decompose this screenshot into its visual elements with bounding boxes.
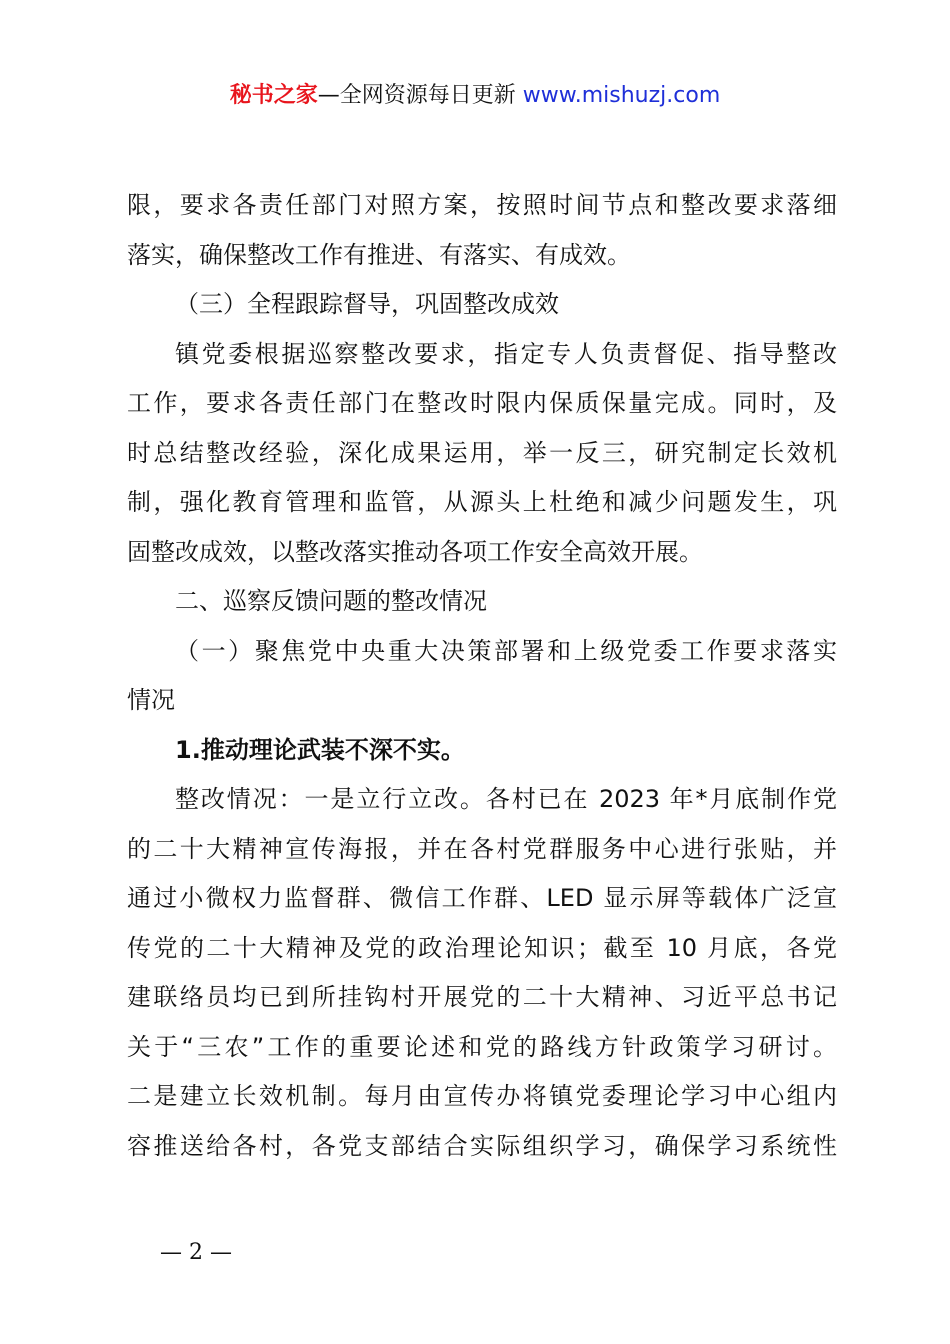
body-line: 二是建立长效机制。每月由宣传办将镇党委理论学习中心组内 xyxy=(127,1082,837,1110)
section-heading: （三）全程跟踪督导，巩固整改成效 xyxy=(175,290,559,318)
section-heading: 二、巡察反馈问题的整改情况 xyxy=(175,587,487,615)
body-line: 传党的二十大精神及党的政治理论知识；截至 10 月底，各党 xyxy=(127,933,837,962)
body-line: 制，强化教育管理和监管，从源头上杜绝和减少问题发生，巩 xyxy=(127,488,837,516)
body-line: 固整改成效，以整改落实推动各项工作安全高效开展。 xyxy=(127,537,703,566)
page-number: — 2 — xyxy=(160,1240,232,1265)
site-tagline: —全网资源每日更新 xyxy=(317,83,516,108)
body-line: 整改情况：一是立行立改。各村已在 2023 年*月底制作党 xyxy=(175,785,837,813)
section-heading: （一）聚焦党中央重大决策部署和上级党委工作要求落实 xyxy=(175,636,837,665)
body-line: 工作，要求各责任部门在整改时限内保质保量完成。同时，及 xyxy=(127,389,837,417)
site-header xyxy=(0,80,950,112)
section-heading: 情况 xyxy=(127,686,175,714)
body-line: 通过小微权力监督群、微信工作群、LED 显示屏等载体广泛宣 xyxy=(127,884,837,912)
body-line: 限，要求各责任部门对照方案，按照时间节点和整改要求落细 xyxy=(127,191,837,219)
document-body xyxy=(127,181,837,1171)
body-line: 落实，确保整改工作有推进、有落实、有成效。 xyxy=(127,240,631,269)
body-line: 的二十大精神宣传海报，并在各村党群服务中心进行张贴，并 xyxy=(127,834,837,863)
site-brand: 秘书之家 xyxy=(229,83,318,108)
site-url[interactable]: www.mishuzj.com xyxy=(522,83,721,108)
body-line: 镇党委根据巡察整改要求，指定专人负责督促、指导整改 xyxy=(175,339,837,368)
body-line: 关于“三农”工作的重要论述和党的路线方针政策学习研讨。 xyxy=(127,1032,837,1061)
body-line: 容推送给各村，各党支部结合实际组织学习，确保学习系统性 xyxy=(127,1131,837,1160)
body-line: 建联络员均已到所挂钩村开展党的二十大精神、习近平总书记 xyxy=(127,983,837,1011)
item-heading: 1.推动理论武装不深不实。 xyxy=(175,735,465,764)
body-line: 时总结整改经验，深化成果运用，举一反三，研究制定长效机 xyxy=(127,438,837,467)
